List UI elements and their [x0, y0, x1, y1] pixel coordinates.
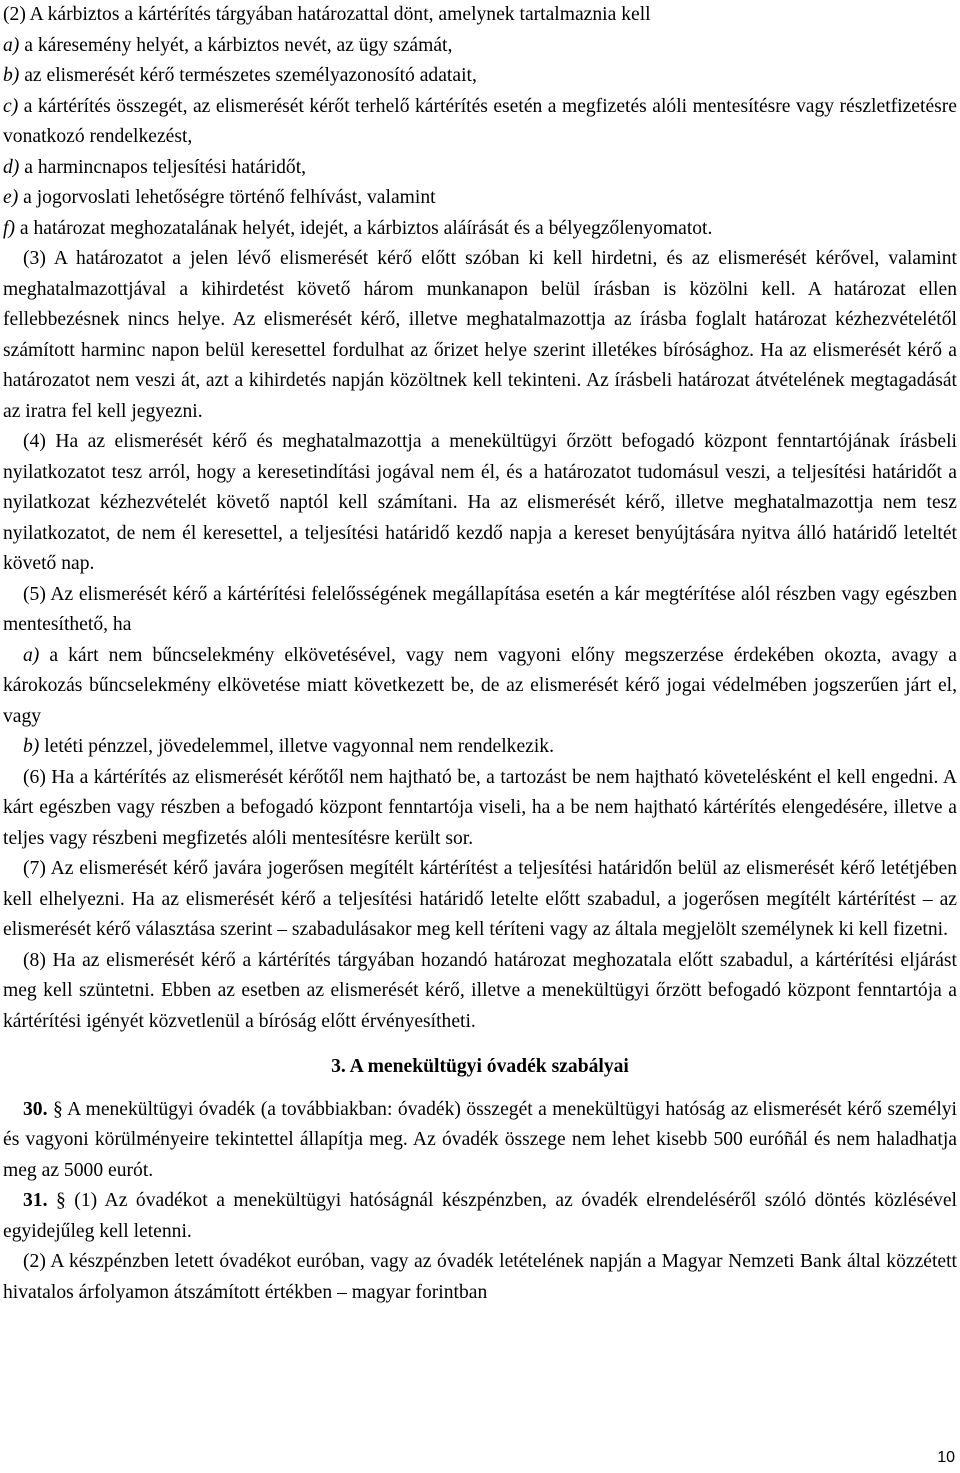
paragraph-2-item-b	[3, 61, 957, 92]
paragraph-3: (3) A határozatot a jelen lévő elismerését kérő előtt szóban ki kell hirdetni, és az elismerését kérővel, valamint meghatalmazottjával a kihirdetést követő három munkanapon belül írásban is közölni kell. A határozat ellen fellebbezésnek nincs helye. Az elismerését kérő, illetve meghatalmazottja az írásba foglalt határozat kézhezvételétől számított harminc napon belül keresettel fordulhat az őrizet helye szerint illetékes bírósághoz. Ha az elismerését kérő a határozatot nem veszi át, azt a kihirdetés napján közöltnek kell tekinteni. Az írásbeli határozat átvételének megtagadását az iratra fel kell jegyezni.	[3, 248, 957, 422]
paragraph-4: (4) Ha az elismerését kérő és meghatalmazottja a menekültügyi őrzött befogadó központ fenntartójának írásbeli nyilatkozatot tesz arról, hogy a keresetindítási jogával nem él, és a határozatot tudomásul veszi, a teljesítési határidőt a nyilatkozat kézhezvételét követő naptól kell számítani. Ha az elismerését kérő, illetve meghatalmazottja nem tesz nyilatkozatot, de nem él keresettel, a teljesítési határidő kezdő napja a kereset benyújtására nyitva álló határidő leteltét követő nap.	[3, 431, 957, 574]
item-label: e)	[3, 187, 19, 208]
paragraph-8: (8) Ha az elismerését kérő a kártérítés tárgyában hozandó határozat meghozatala előtt szabadul, a kártérítési eljárást meg kell szüntetni. Ebben az esetben az elismerését kérő, illetve a menekültügyi őrzött befogadó központ fenntartója a kártérítési igényét közvetlenül a bíróság előtt érvényesítheti.	[3, 949, 957, 1032]
paragraph-2-item-c	[3, 92, 957, 153]
item-text: a káresemény helyét, a kárbiztos nevét, az ügy számát,	[19, 34, 453, 56]
paragraph-2-item-f	[3, 214, 957, 245]
item-text: a kárt nem bűncselekmény elkövetésével, vagy nem vagyoni előny megszerzése érdekében okozta, avagy a károkozás bűncselekmény elkövetése miatt következett be, de az elismerését kérő jogai védelmében jogszerűen járt el, vagy	[3, 644, 957, 727]
item-label: f)	[3, 217, 15, 239]
paragraph-2-item-e	[3, 183, 957, 214]
item-label: c)	[3, 95, 19, 117]
section-number: 30.	[23, 1098, 48, 1120]
item-text: letéti pénzzel, jövedelemmel, illetve vagyonnal nem rendelkezik.	[39, 736, 554, 757]
section-text: (1) Az óvadékot a menekültügyi hatóságnál készpénzben, az óvadék elrendeléséről szóló döntés közlésével egyidejűleg kell letenni.	[3, 1190, 957, 1242]
item-text: az elismerését kérő természetes személyazonosító adatait,	[19, 65, 477, 86]
paragraph-5-intro: (5) Az elismerését kérő a kártérítési felelősségének megállapítása esetén a kár megtérítése alól részben vagy egészben mentesíthető, ha	[3, 583, 957, 635]
paragraph-2-item-a	[3, 31, 957, 62]
item-text: a harmincnapos teljesítési határidőt,	[19, 156, 307, 178]
item-label: a)	[23, 644, 40, 666]
section-text: A menekültügyi óvadék (a továbbiakban: óvadék) összegét a menekültügyi hatóság az elismerését kérő személyi és vagyoni körülményeire tekintettel állapítja meg. Az óvadék összege nem lehet kisebb 500 euróñál és nem haladhatja meg az 5000 eurót.	[3, 1098, 958, 1181]
paragraph-2-item-d	[3, 153, 957, 184]
paragraph-5-item-a	[3, 641, 957, 733]
paragraph-5-item-b	[3, 732, 957, 763]
item-label: b)	[3, 65, 20, 86]
paragraph-2-intro: (2) A kárbiztos a kártérítés tárgyában határozattal dönt, amelynek tartalmaznia kell	[3, 4, 651, 25]
item-text: a határozat meghozatalának helyét, idejét, a kárbiztos aláírását és a bélyegzőlenyomatot.	[14, 217, 713, 239]
section-number: 31.	[23, 1190, 48, 1211]
section-31	[3, 1186, 957, 1247]
paragraph-7: (7) Az elismerését kérő javára jogerősen megítélt kártérítést a teljesítési határidőn belül az elismerését kérő letétjében kell elhelyezni. Ha az elismerését kérő a teljesítési határidő letelte előtt szabadul, a jogerősen megítélt kártérítést – az elismerését kérő választása szerint – szabadulásakor meg kell téríteni vagy az általa megjelölt személynek ki kell fizetni.	[3, 858, 957, 940]
item-text: a kártérítés összegét, az elismerését kérőt terhelő kártérítés esetén a megfizetés alóli mentesítésre vagy részletfizetésre vonatkozó rendelkezést,	[3, 95, 957, 147]
item-label: a)	[3, 34, 20, 56]
item-text: a jogorvoslati lehetőségre történő felhívást, valamint	[18, 187, 436, 208]
document-page	[3, 0, 957, 1308]
section-heading: 3. A menekültügyi óvadék szabályai	[331, 1056, 629, 1077]
page-number: 10	[937, 1449, 955, 1466]
item-label: d)	[3, 156, 20, 178]
section-sign: §	[56, 1190, 66, 1211]
section-30	[3, 1095, 957, 1187]
section-31-paragraph-2: (2) A készpénzben letett óvadékot euróban, vagy az óvadék letételének napján a Magyar Nemzeti Bank által közzétett hivatalos árfolyamon átszámított értékben – magyar forintban	[3, 1251, 957, 1303]
item-label: b)	[23, 736, 40, 757]
paragraph-6: (6) Ha a kártérítés az elismerését kérőtől nem hajtható be, a tartozást be nem hajtható követelésként el kell engedni. A kárt egészben vagy részben a befogadó központ fenntartója viseli, ha a be nem hajtható kártérítés elengedésére, illetve a teljes vagy részbeni megfizetés alóli mentesítésre került sor.	[3, 766, 957, 849]
section-sign: §	[52, 1098, 63, 1120]
